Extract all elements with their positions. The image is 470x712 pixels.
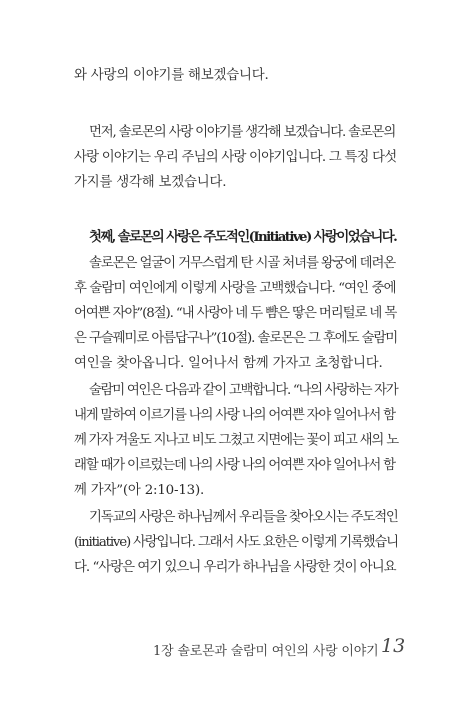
text-line-content: 래할 때가 이르렀는데 나의 사랑 나의 어여쁜 자야 일어나서 함	[74, 458, 395, 473]
page-footer	[0, 634, 470, 658]
text-line-content: 후 술람미 여인에게 이렇게 사랑을 고백했습니다. “여인 중에	[74, 281, 396, 296]
text-line-content: 가지를 생각해 보겠습니다.	[74, 175, 227, 190]
text-line-content: 께 가자 겨울도 지나고 비도 그쳤고 지면에는 꽃이 피고 새의 노	[74, 433, 398, 448]
page-number: 13	[381, 635, 406, 657]
text-line-content: 술람미 여인은 다음과 같이 고백합니다. “나의 사랑하는 자가	[89, 383, 398, 398]
text-line-content: 와 사랑의 이야기를 해보겠습니다.	[74, 68, 269, 83]
text-line-content: 기독교의 사랑은 하나님께서 우리들을 찾아오시는 주도적인	[89, 510, 398, 525]
text-line-content: 여인을 찾아옵니다. 일어나서 함께 가자고 초청합니다.	[74, 356, 383, 371]
text-line-content: 께 가자”(아 2:10-13).	[74, 483, 205, 498]
section-heading-text: 첫째, 솔로몬의 사랑은 주도적인(Initiative) 사랑이었습니다.	[89, 229, 397, 245]
text-line-content: 내게 말하여 이르기를 나의 사랑 나의 어여쁜 자야 일어나서 함	[74, 408, 395, 423]
text-line-content: 먼저, 솔로몬의 사랑 이야기를 생각해 보겠습니다. 솔로몬의	[89, 125, 396, 140]
chapter-running-title: 1장 솔로몬과 술람미 여인의 사랑 이야기	[153, 644, 379, 659]
text-line-content: 어여쁜 자야”(8절). “내 사랑아 네 두 뺨은 땋은 머리털로 네 목	[74, 306, 397, 321]
text-line-content: 사랑 이야기는 우리 주님의 사랑 이야기입니다. 그 특징 다섯	[74, 150, 397, 165]
text-line-content: 은 구슬꿰미로 아름답구나”(10절). 솔로몬은 그 후에도 술람미	[74, 331, 398, 346]
text-line-content: (initiative) 사랑입니다. 그래서 사도 요한은 이렇게 기록했습니	[74, 535, 398, 550]
text-line-content: 솔로몬은 얼굴이 거무스럽게 탄 시골 처녀를 왕궁에 데려온	[89, 256, 396, 271]
text-line-content: 다. “사랑은 여기 있으니 우리가 하나님을 사랑한 것이 아니요	[74, 560, 396, 575]
